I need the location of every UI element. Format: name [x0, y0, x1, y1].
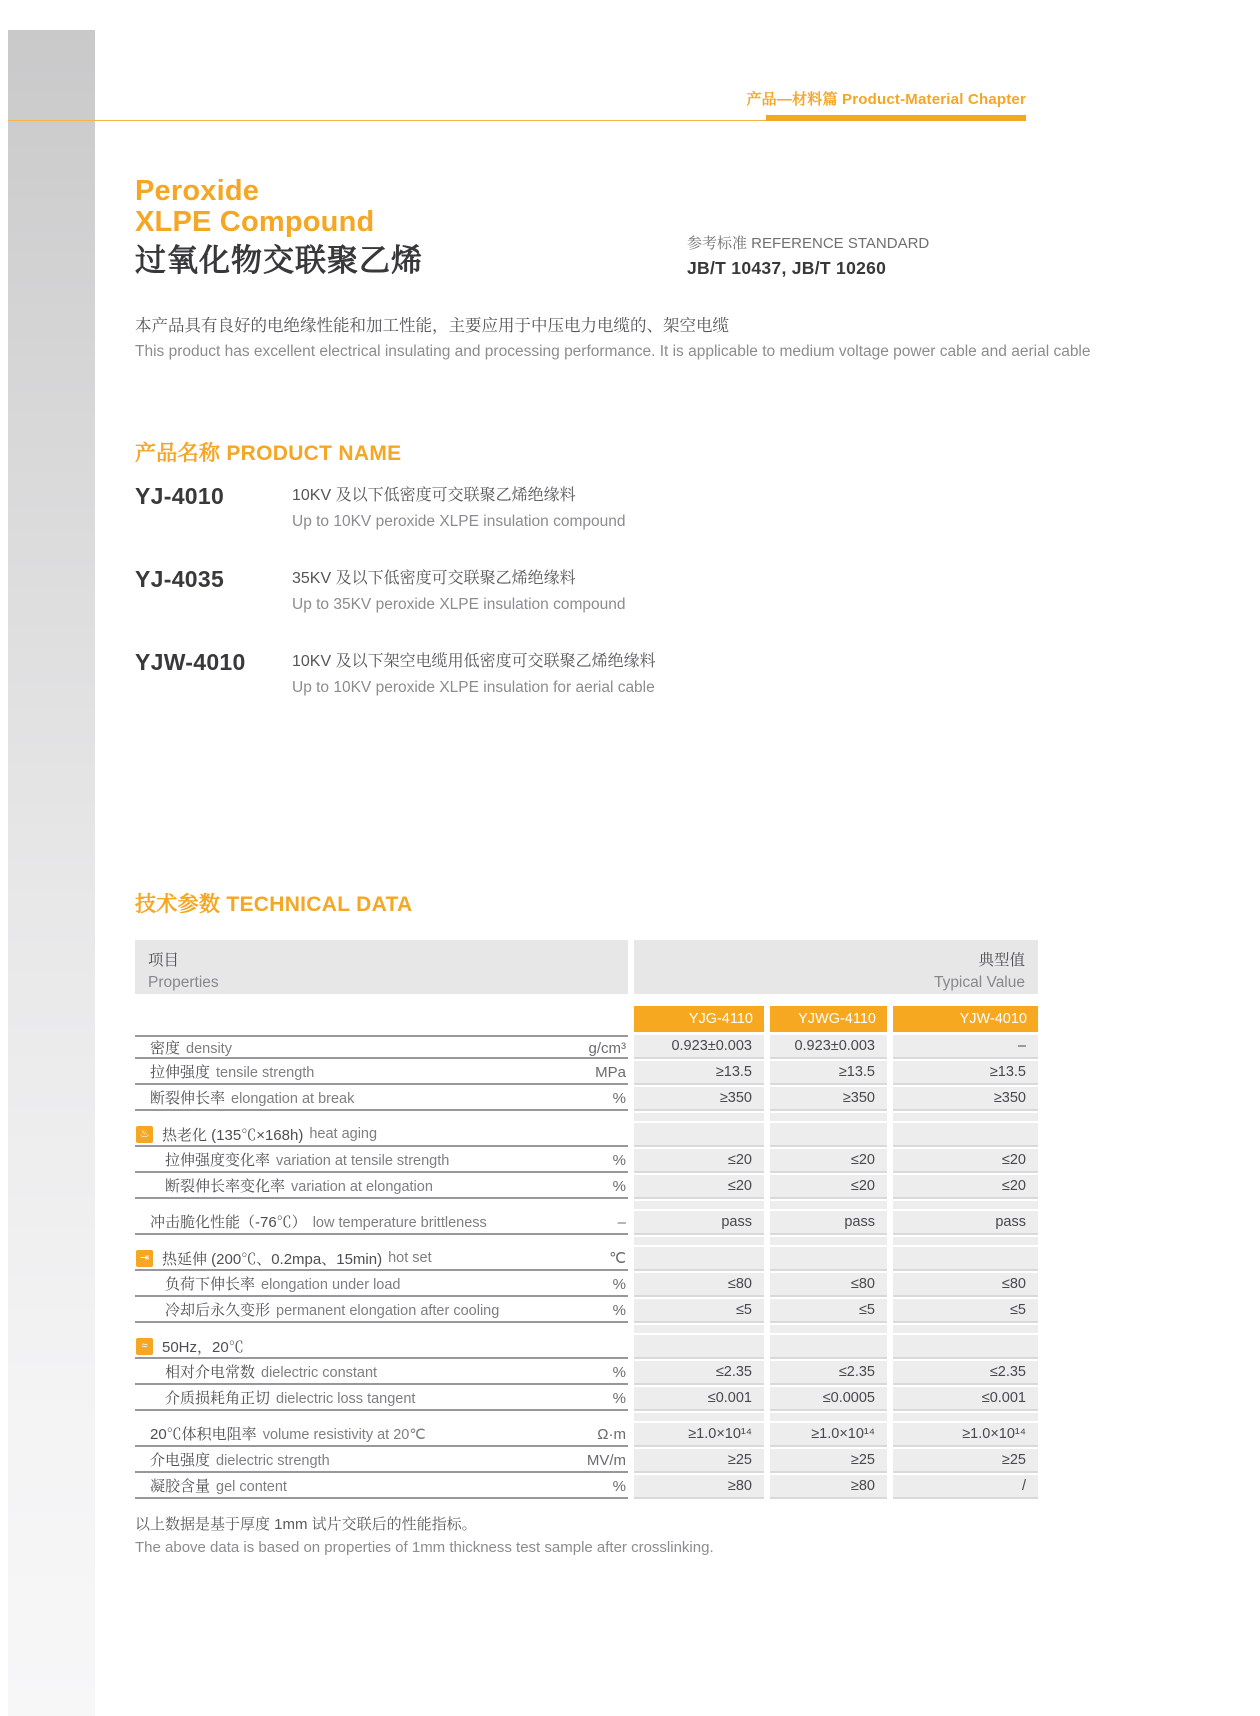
product-item [135, 648, 935, 697]
value-cell: pass [770, 1211, 887, 1235]
value-cell: / [893, 1475, 1038, 1499]
property-label-zh: 介质损耗角正切 [165, 1390, 271, 1407]
technical-data-table [135, 940, 1038, 1556]
unit-label: g/cm³ [588, 1040, 626, 1057]
property-cell [135, 1035, 628, 1059]
product-description-zh: 10KV 及以下低密度可交联聚乙烯绝缘料 [292, 487, 576, 504]
product-description [292, 565, 625, 614]
table-spacer-cell [135, 1237, 628, 1245]
unit-label: – [617, 1214, 626, 1231]
property-label-zh: 负荷下伸长率 [165, 1276, 256, 1293]
unit-label: % [612, 1390, 626, 1407]
property-cell [135, 1087, 628, 1111]
unit-label: % [612, 1090, 626, 1107]
value-cell [634, 1335, 764, 1359]
property-cell [135, 1423, 628, 1447]
value-cell [770, 1335, 887, 1359]
value-cell [893, 1237, 1038, 1245]
value-cell: – [893, 1035, 1038, 1059]
value-cell: ≤20 [770, 1149, 887, 1173]
header-rule-thick [766, 115, 1026, 121]
value-cell [770, 1201, 887, 1209]
value-cell: ≤5 [893, 1299, 1038, 1323]
value-cell [893, 1247, 1038, 1271]
product-description [292, 648, 656, 697]
property-label-zh: 断裂伸长率 [150, 1090, 226, 1107]
property-label-en: elongation at break [231, 1091, 355, 1107]
value-cell [770, 1413, 887, 1421]
property-label-en: variation at tensile strength [276, 1153, 450, 1169]
property-label-zh: 冷却后永久变形 [165, 1302, 271, 1319]
property-cell [135, 1175, 628, 1199]
unit-label: % [612, 1364, 626, 1381]
value-cell [634, 1237, 764, 1245]
property-label-en: dielectric strength [216, 1453, 330, 1469]
property-cell [135, 1123, 628, 1147]
product-intro [135, 312, 1135, 361]
technical-data-heading: 技术参数 TECHNICAL DATA [135, 893, 413, 916]
value-cell: ≤0.001 [893, 1387, 1038, 1411]
table-spacer-cell [135, 1113, 628, 1121]
property-cell [135, 1211, 628, 1235]
chapter-header: 产品—材料篇 Product-Material Chapter [746, 91, 1026, 108]
value-cell [770, 1325, 887, 1333]
table-footnote [135, 1513, 1038, 1556]
product-description-zh: 10KV 及以下架空电缆用低密度可交联聚乙烯绝缘料 [292, 653, 656, 670]
column-header: YJG-4110 [634, 1006, 764, 1032]
value-cell: ≤20 [634, 1149, 764, 1173]
property-label-en: tensile strength [216, 1065, 315, 1081]
properties-header-zh: 项目 [148, 952, 180, 969]
product-description-zh: 35KV 及以下低密度可交联聚乙烯绝缘料 [292, 570, 576, 587]
value-cell [893, 1413, 1038, 1421]
value-cell: ≤5 [634, 1299, 764, 1323]
value-cell: ≥350 [634, 1087, 764, 1111]
table-spacer-cell [135, 1413, 628, 1421]
page-title-en-line2: XLPE Compound [135, 206, 375, 238]
column-header: YJWG-4110 [770, 1006, 887, 1032]
property-label-en: gel content [216, 1479, 287, 1495]
property-cell [135, 1449, 628, 1473]
page-title-en-line1: Peroxide [135, 175, 260, 207]
value-cell [893, 1123, 1038, 1147]
product-intro-en: This product has excellent electrical insulating and processing performance. It is applicable to medium voltage power cable and aerial cable [135, 343, 1091, 360]
value-cell [893, 1335, 1038, 1359]
reference-standard-label: 参考标准 REFERENCE STANDARD [687, 235, 930, 252]
property-cell [135, 1335, 628, 1359]
typical-value-header-zh: 典型值 [978, 952, 1025, 969]
product-description-en: Up to 10KV peroxide XLPE insulation compound [292, 513, 626, 530]
value-cell: ≥80 [634, 1475, 764, 1499]
property-label-zh: 密度 [150, 1040, 181, 1057]
property-cell [135, 1273, 628, 1297]
property-cell [135, 1361, 628, 1385]
page-title-zh: 过氧化物交联聚乙烯 [135, 243, 423, 278]
value-cell [634, 1113, 764, 1121]
property-label-en: elongation under load [261, 1277, 401, 1293]
value-cell: ≥80 [770, 1475, 887, 1499]
value-cell [770, 1123, 887, 1147]
product-item [135, 565, 935, 614]
value-cell: ≥25 [893, 1449, 1038, 1473]
product-description [292, 482, 625, 531]
product-model: YJ-4035 [135, 566, 225, 592]
product-description-en: Up to 35KV peroxide XLPE insulation compound [292, 596, 626, 613]
value-cell [770, 1237, 887, 1245]
value-cell: ≥25 [770, 1449, 887, 1473]
property-label-zh: 冲击脆化性能（-76℃） [150, 1214, 307, 1231]
value-cell [634, 1201, 764, 1209]
value-cell: ≤80 [634, 1273, 764, 1297]
electrical-icon: ≈ [136, 1338, 153, 1355]
value-cell: ≥350 [770, 1087, 887, 1111]
property-cell [135, 1475, 628, 1499]
table-spacer-cell [135, 1201, 628, 1209]
value-cell [634, 1413, 764, 1421]
value-cell: pass [634, 1211, 764, 1235]
typical-value-header-en: Typical Value [933, 974, 1025, 991]
value-cell: 0.923±0.003 [634, 1035, 764, 1059]
property-label-en: low temperature brittleness [312, 1215, 487, 1231]
property-label-zh: 断裂伸长率变化率 [165, 1178, 286, 1195]
value-cell: ≥1.0×10¹⁴ [770, 1423, 887, 1447]
value-cell: ≥13.5 [770, 1061, 887, 1085]
value-cell: ≤2.35 [893, 1361, 1038, 1385]
value-cell: ≥1.0×10¹⁴ [893, 1423, 1038, 1447]
product-model: YJ-4010 [135, 483, 225, 509]
value-cell [634, 1325, 764, 1333]
property-label-en: variation at elongation [291, 1179, 433, 1195]
properties-header-box [135, 940, 628, 994]
property-label-en: heat aging [309, 1126, 378, 1142]
product-model: YJW-4010 [135, 649, 246, 675]
value-cell: ≤20 [634, 1175, 764, 1199]
value-cell [634, 1123, 764, 1147]
property-label-en: dielectric loss tangent [276, 1391, 416, 1407]
value-cell [893, 1113, 1038, 1121]
value-cell: ≤80 [770, 1273, 887, 1297]
page-edge-shading [8, 30, 95, 1716]
value-cell: ≤2.35 [770, 1361, 887, 1385]
value-cell: ≤5 [770, 1299, 887, 1323]
value-cell: ≤20 [893, 1175, 1038, 1199]
property-label-en: permanent elongation after cooling [276, 1303, 500, 1319]
property-label-zh: 拉伸强度变化率 [165, 1152, 271, 1169]
property-cell [135, 1299, 628, 1323]
heat-aging-icon: ♨ [136, 1126, 153, 1143]
unit-label: MPa [595, 1064, 626, 1081]
value-cell: ≤0.0005 [770, 1387, 887, 1411]
column-header-row [135, 1006, 1038, 1032]
hot-set-icon: ⇥ [136, 1250, 153, 1267]
value-cell: ≤0.001 [634, 1387, 764, 1411]
value-cell: pass [893, 1211, 1038, 1235]
property-cell [135, 1149, 628, 1173]
value-cell [634, 1247, 764, 1271]
unit-label: % [612, 1478, 626, 1495]
property-label-en: volume resistivity at 20℃ [262, 1427, 426, 1443]
properties-header-en: Properties [148, 974, 219, 991]
value-cell: ≥13.5 [893, 1061, 1038, 1085]
value-cell: ≥13.5 [634, 1061, 764, 1085]
reference-standard-value: JB/T 10437, JB/T 10260 [687, 258, 887, 278]
unit-label: Ω·m [597, 1426, 626, 1443]
value-cell [770, 1113, 887, 1121]
value-cell: ≥25 [634, 1449, 764, 1473]
value-cell [893, 1325, 1038, 1333]
typical-value-header-box [634, 940, 1038, 994]
property-label-en: dielectric constant [261, 1365, 378, 1381]
column-header: YJW-4010 [893, 1006, 1038, 1032]
property-label-zh: 介电强度 [150, 1452, 211, 1469]
property-label-zh: 50Hz，20℃ [162, 1338, 244, 1356]
product-list [135, 482, 935, 731]
property-cell [135, 1387, 628, 1411]
value-cell: 0.923±0.003 [770, 1035, 887, 1059]
column-header-spacer [135, 1006, 628, 1032]
value-cell: ≤20 [770, 1175, 887, 1199]
product-description-en: Up to 10KV peroxide XLPE insulation for aerial cable [292, 679, 655, 696]
property-cell [135, 1061, 628, 1085]
product-name-heading: 产品名称 PRODUCT NAME [135, 442, 402, 465]
product-item [135, 482, 935, 531]
reference-standard [687, 232, 929, 279]
value-cell: ≤80 [893, 1273, 1038, 1297]
property-label-zh: 凝胶含量 [150, 1478, 211, 1495]
unit-label: % [612, 1302, 626, 1319]
property-label-zh: 拉伸强度 [150, 1064, 211, 1081]
table-header [135, 940, 1038, 994]
value-cell [893, 1201, 1038, 1209]
unit-label: MV/m [586, 1452, 626, 1469]
page-title [135, 176, 423, 279]
product-intro-zh: 本产品具有良好的电绝缘性能和加工性能，主要应用于中压电力电缆的、架空电缆 [135, 317, 729, 335]
table-footnote-en: The above data is based on properties of 1mm thickness test sample after crosslinking. [135, 1539, 714, 1556]
property-label-zh: 热老化 (135℃×168h) [162, 1126, 304, 1144]
property-label-en: density [186, 1041, 232, 1057]
unit-label: % [612, 1152, 626, 1169]
value-cell: ≤20 [893, 1149, 1038, 1173]
value-cell [770, 1247, 887, 1271]
unit-label: % [612, 1276, 626, 1293]
value-cell: ≤2.35 [634, 1361, 764, 1385]
value-cell: ≥350 [893, 1087, 1038, 1111]
property-label-zh: 热延伸 (200℃、0.2mpa、15min) [162, 1250, 383, 1268]
table-footnote-zh: 以上数据是基于厚度 1mm 试片交联后的性能指标。 [135, 1516, 477, 1533]
unit-label: % [612, 1178, 626, 1195]
property-label-zh: 20℃体积电阻率 [150, 1426, 257, 1443]
value-cell: ≥1.0×10¹⁴ [634, 1423, 764, 1447]
unit-label: ℃ [609, 1250, 626, 1267]
property-cell [135, 1247, 628, 1271]
technical-table-body [135, 1035, 1038, 1499]
property-label-zh: 相对介电常数 [165, 1364, 256, 1381]
property-label-en: hot set [388, 1250, 432, 1266]
table-spacer-cell [135, 1325, 628, 1333]
